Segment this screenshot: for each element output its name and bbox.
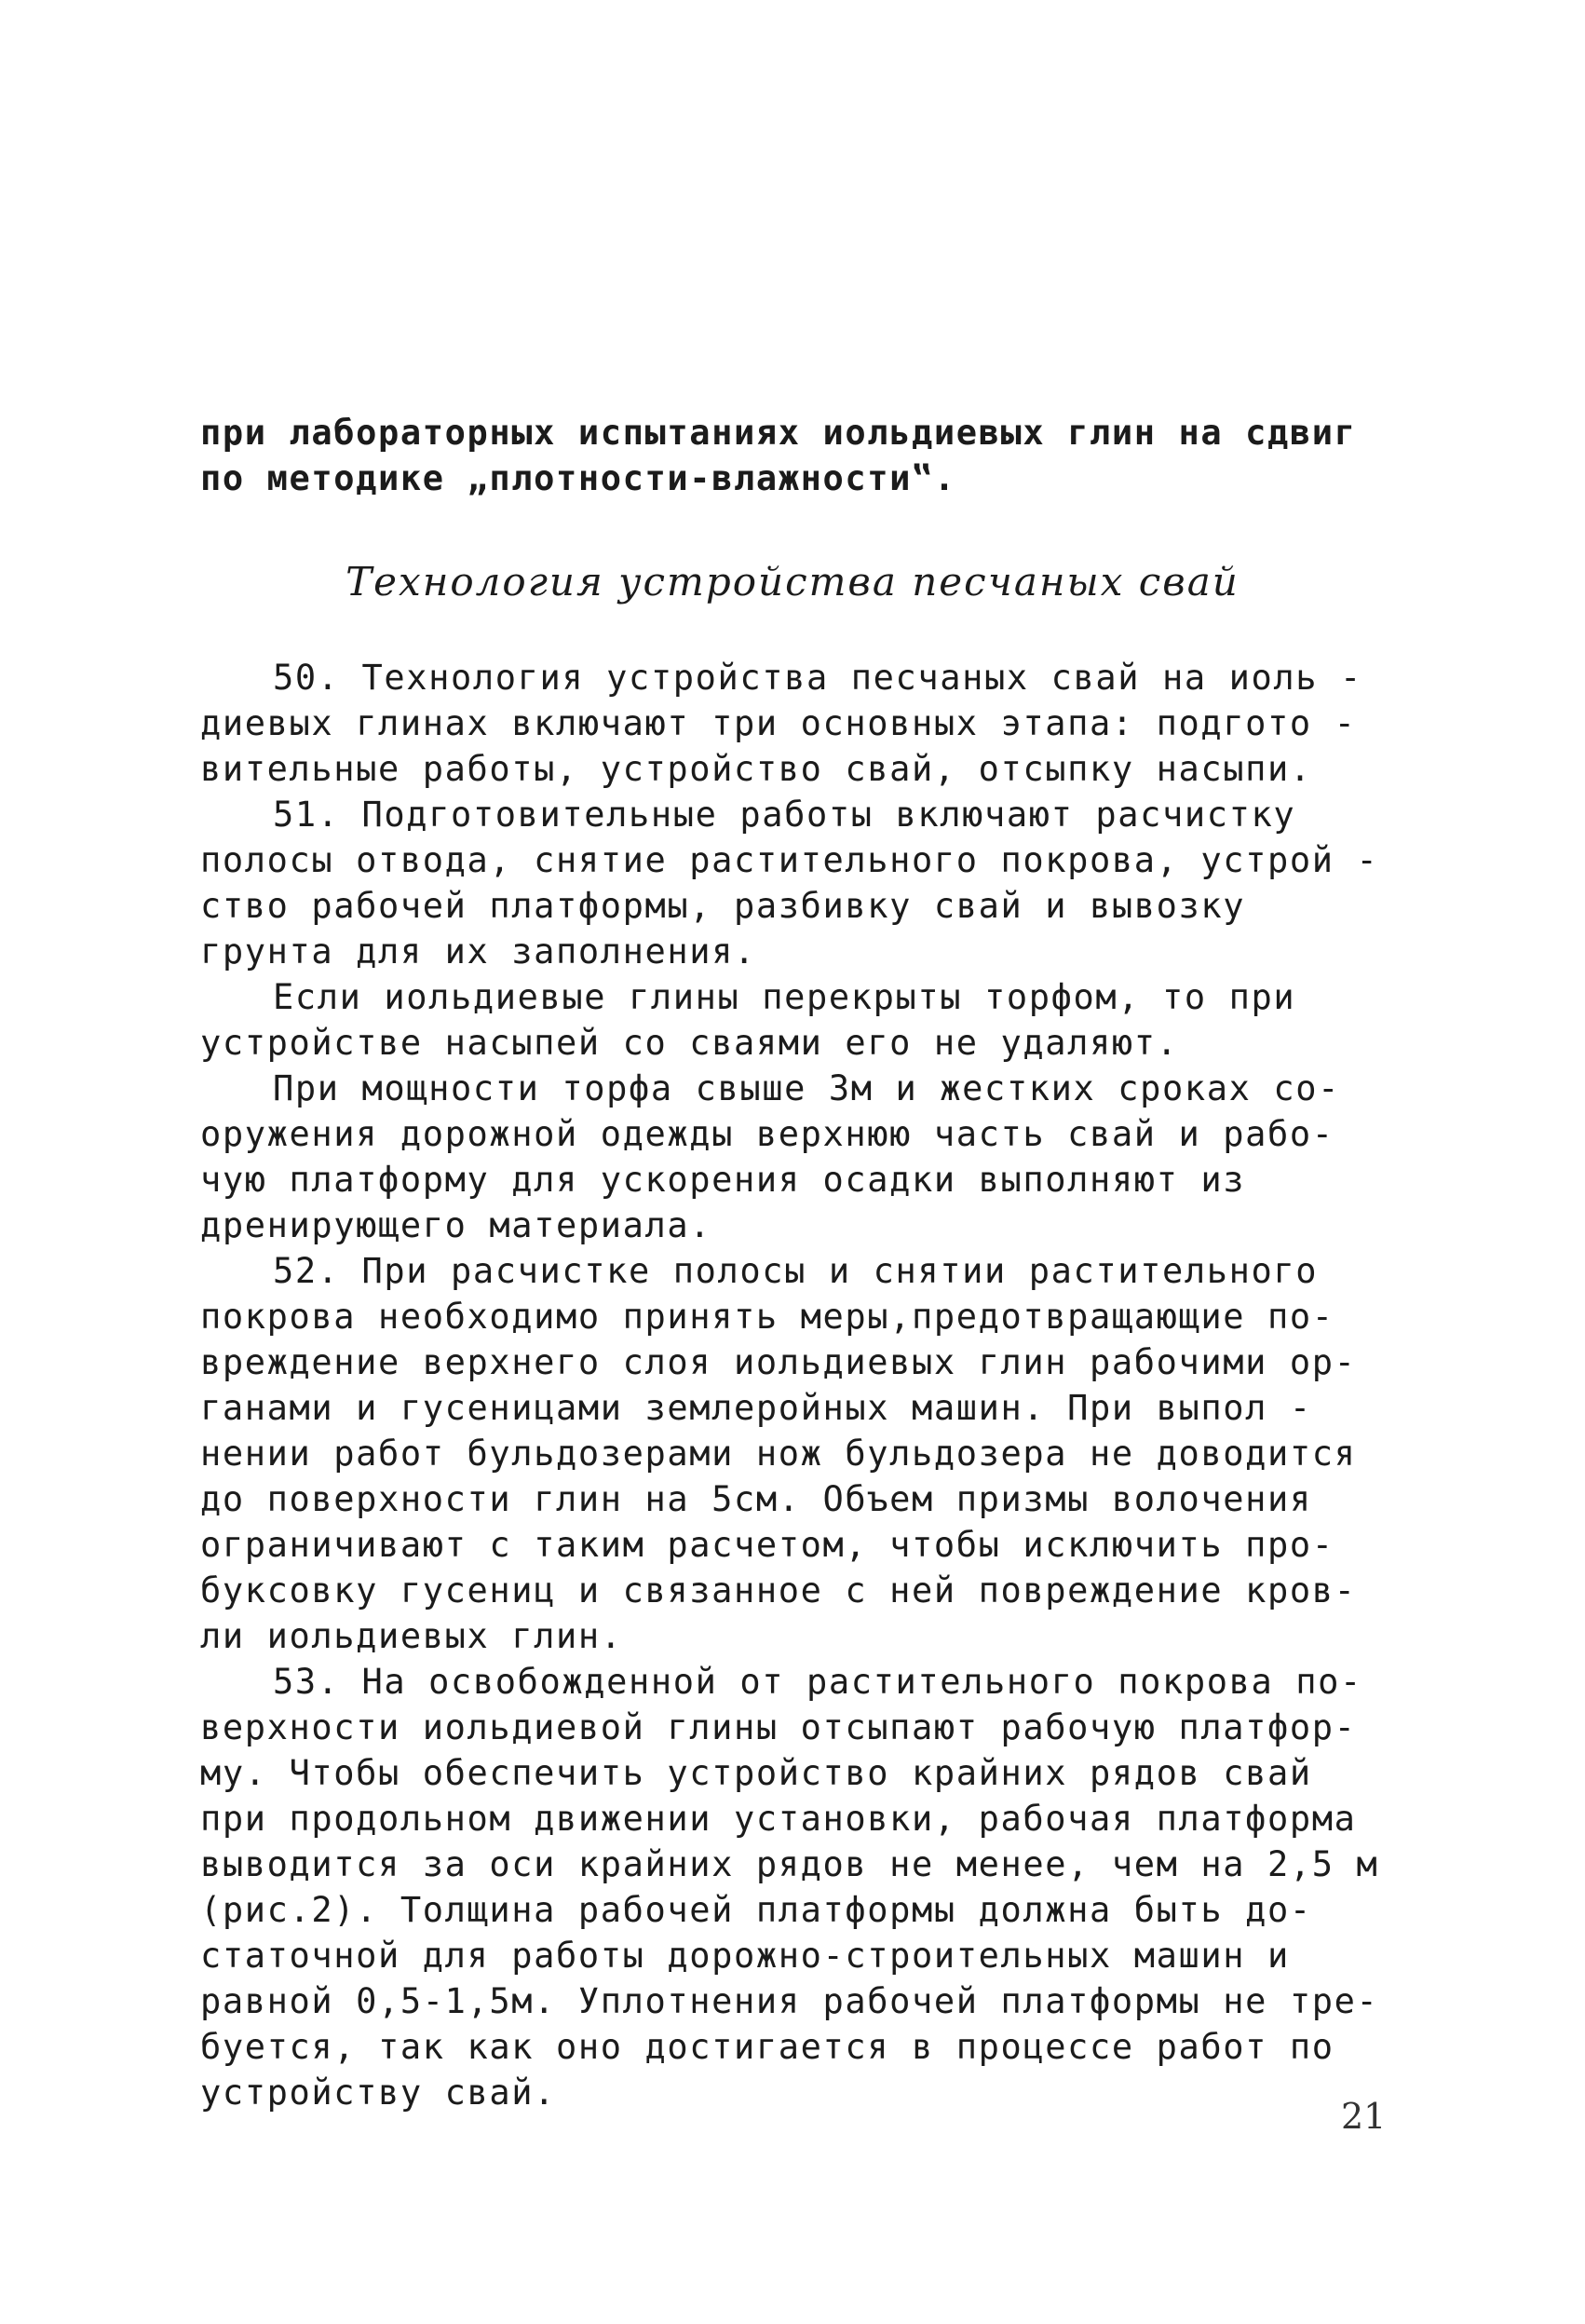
body-line: ганами и гусеницами землеройных машин. При выпол - [200, 1388, 1312, 1428]
body-line: грунта для их заполнения. [200, 931, 756, 972]
body-line: му. Чтобы обеспечить устройство крайних рядов свай [200, 1753, 1312, 1793]
body-line: до поверхности глин на 5см. Объем призмы волочения [200, 1479, 1312, 1519]
section-heading: Технология устройства песчаных свай [345, 559, 1240, 605]
body-line: равной 0,5-1,5м. Уплотнения рабочей платформы не тре- [200, 1981, 1379, 2021]
body-line: диевых глинах включают три основных этапа: подгото - [200, 703, 1357, 743]
body-line: покрова необходимо принять меры,предотвращающие по- [200, 1297, 1334, 1337]
body-line: выводится за оси крайних рядов не менее, чем на 2,5 м [200, 1844, 1379, 1884]
body-line: 51. Подготовительные работы включают расчистку [273, 795, 1296, 835]
body-line: Если иольдиевые глины перекрыты торфом, то при [273, 977, 1296, 1017]
body-line: устройстве насыпей со сваями его не удаляют. [200, 1023, 1179, 1063]
body-line: вительные работы, устройство свай, отсыпку насыпи. [200, 749, 1312, 789]
body-line: нении работ бульдозерами нож бульдозера не доводится [200, 1434, 1357, 1474]
body-line: ли иольдиевых глин. [200, 1616, 623, 1656]
body-line: вреждение верхнего слоя иольдиевых глин рабочими ор- [200, 1342, 1357, 1382]
body-line: буксовку гусениц и связанное с ней повреждение кров- [200, 1570, 1357, 1610]
intro-paragraph [200, 410, 1402, 501]
intro-line: по методике „плотности-влажности‟. [200, 458, 956, 498]
body-text [200, 655, 1402, 2115]
body-line: 52. При расчистке полосы и снятии растительного [273, 1251, 1319, 1291]
body-line: чую платформу для ускорения осадки выполняют из [200, 1160, 1246, 1200]
intro-line: при лабораторных испытаниях иольдиевых глин на сдвиг [200, 413, 1357, 453]
body-line: 53. На освобожденной от растительного покрова по- [273, 1662, 1362, 1702]
body-line: (рис.2). Толщина рабочей платформы должна быть до- [200, 1890, 1312, 1930]
body-line: буется, так как оно достигается в процессе работ по [200, 2027, 1334, 2067]
body-line: полосы отвода, снятие растительного покрова, устрой - [200, 840, 1379, 880]
body-line: 50. Технология устройства песчаных свай на иоль - [273, 658, 1362, 698]
body-line: При мощности торфа свыше 3м и жестких сроках со- [273, 1068, 1341, 1108]
page-number: 21 [1341, 2096, 1387, 2137]
body-line: оружения дорожной одежды верхнюю часть свай и рабо- [200, 1114, 1334, 1154]
body-line: ограничивают с таким расчетом, чтобы исключить про- [200, 1525, 1334, 1565]
body-line: при продольном движении установки, рабочая платформа [200, 1799, 1357, 1839]
body-line: дренирующего материала. [200, 1205, 712, 1245]
body-line: ство рабочей платформы, разбивку свай и вывозку [200, 886, 1246, 926]
body-line: устройству свай. [200, 2073, 557, 2113]
body-line: статочной для работы дорожно-строительных машин и [200, 1936, 1290, 1976]
body-line: верхности иольдиевой глины отсыпают рабочую платфор- [200, 1707, 1357, 1747]
